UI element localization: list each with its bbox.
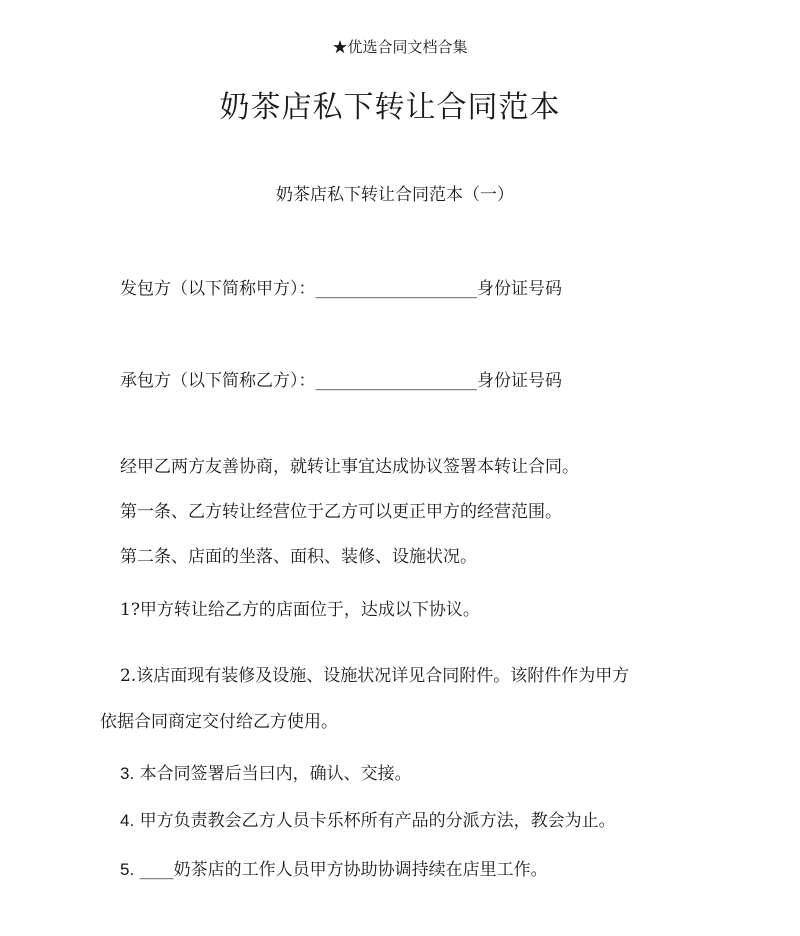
paragraph: 第二条、店面的坐落、面积、装修、设施状况。 xyxy=(120,547,477,567)
list-item xyxy=(120,855,548,880)
list-item-number: 4. xyxy=(120,811,135,830)
paragraph: 2.该店面现有装修及设施、设施状况详见合同附件。该附件作为甲方 xyxy=(120,666,630,686)
list-item-text: ____奶茶店的工作人员甲方协助协调持续在店里工作。 xyxy=(139,860,548,880)
list-item-number: 3. xyxy=(120,764,135,783)
paragraph: 依据合同商定交付给乙方使用。 xyxy=(100,712,338,732)
party-b-line: 承包方（以下简称乙方）：___________________身份证号码 xyxy=(120,371,562,391)
list-item xyxy=(120,759,412,784)
party-a-line: 发包方（以下简称甲方）：___________________身份证号码 xyxy=(120,279,562,299)
list-item-number: 5. xyxy=(120,860,135,879)
paragraph: 1?甲方转让给乙方的店面位于，达成以下协议。 xyxy=(120,600,480,620)
list-item-text: 甲方负责教会乙方人员卡乐杯所有产品的分派方法，教会为止。 xyxy=(139,811,616,831)
document-subtitle: 奶茶店私下转让合同范本（一） xyxy=(276,185,514,205)
document-title: 奶茶店私下转让合同范本 xyxy=(219,90,561,125)
list-item-text: 本合同签署后当曰内，确认、交接。 xyxy=(139,764,412,784)
list-item xyxy=(120,806,616,831)
document-header: ★优选合同文档合集 xyxy=(332,38,468,56)
paragraph: 第一条、乙方转让经营位于乙方可以更正甲方的经营范围。 xyxy=(120,502,562,522)
paragraph: 经甲乙两方友善协商，就转让事宜达成协议签署本转让合同。 xyxy=(120,457,579,477)
